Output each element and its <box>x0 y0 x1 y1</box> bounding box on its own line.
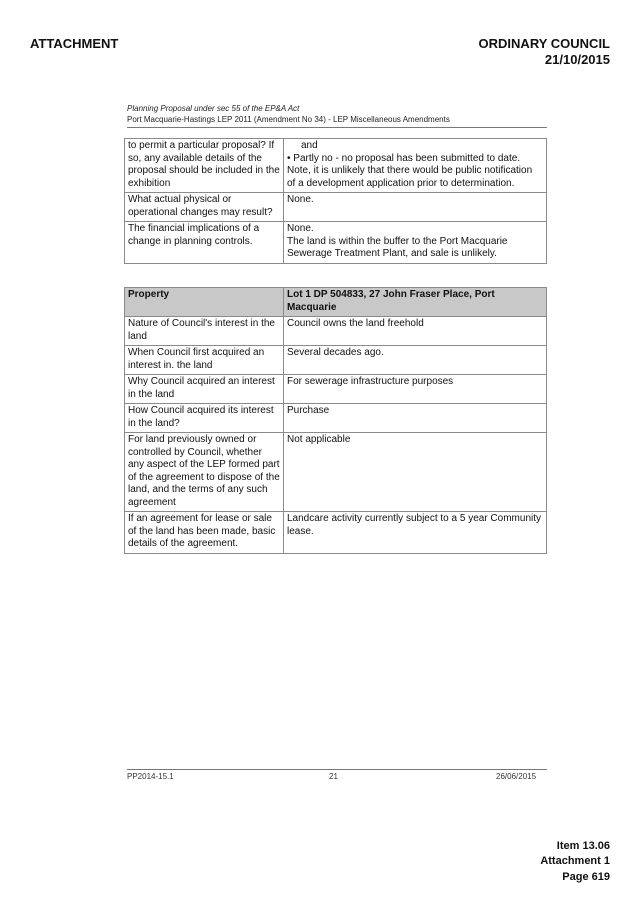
meeting-date: 21/10/2015 <box>544 52 610 67</box>
table-cell: For sewerage infrastructure purposes <box>284 375 547 404</box>
table-row <box>125 433 547 512</box>
cell-line: None. <box>287 223 314 234</box>
table-header-cell: Property <box>125 288 284 317</box>
table-cell: When Council first acquired an interest in. the land <box>125 346 284 375</box>
table-row <box>125 375 547 404</box>
table-cell: Why Council acquired an interest in the land <box>125 375 284 404</box>
cell-line: Note, it is unlikely that there would be public notification of a development application prior to determination. <box>287 165 533 189</box>
table-cell: Council owns the land freehold <box>284 317 547 346</box>
bullet-line: • Partly no - no proposal has been submitted to date. <box>287 152 521 164</box>
table-cell: Purchase <box>284 404 547 433</box>
table-cell: to permit a particular proposal? If so, any available details of the proposal should be included in the exhibition <box>125 139 284 193</box>
document-header-line2: Port Macquarie-Hastings LEP 2011 (Amendment No 34) - LEP Miscellaneous Amendments <box>127 115 450 124</box>
item-number: Item 13.06 <box>556 840 610 852</box>
footer-rule <box>127 769 547 770</box>
cell-line: The land is within the buffer to the Port Macquarie Sewerage Treatment Plant, and sale is unlikely. <box>287 235 508 259</box>
table-cell: Nature of Council's interest in the land <box>125 317 284 346</box>
attachment-number: Attachment 1 <box>540 855 610 867</box>
planning-table <box>124 138 547 264</box>
table-cell: Landcare activity currently subject to a 5 year Community lease. <box>284 512 547 554</box>
cell-line: and <box>301 140 318 151</box>
table-cell: Not applicable <box>284 433 547 512</box>
document-header-line1: Planning Proposal under sec 55 of the EP&A Act <box>127 104 300 113</box>
meeting-info <box>479 36 610 68</box>
footer-doc-id: PP2014-15.1 <box>127 772 174 781</box>
footer-date: 26/06/2015 <box>496 772 537 781</box>
meeting-title: ORDINARY COUNCIL <box>478 36 610 51</box>
attachment-reference <box>540 839 610 869</box>
table-row <box>125 193 547 222</box>
table-cell <box>284 139 547 193</box>
header-rule <box>127 127 547 128</box>
table-cell: If an agreement for lease or sale of the land has been made, basic details of the agreement. <box>125 512 284 554</box>
table-header-row <box>125 288 547 317</box>
table-row <box>125 346 547 375</box>
table-row <box>125 404 547 433</box>
table-cell: How Council acquired its interest in the land? <box>125 404 284 433</box>
table-cell: Several decades ago. <box>284 346 547 375</box>
page-number: Page 619 <box>562 871 610 883</box>
table-row <box>125 317 547 346</box>
document-header <box>127 103 547 125</box>
table-cell: The financial implications of a change in planning controls. <box>125 222 284 264</box>
table-row <box>125 512 547 554</box>
table-cell <box>284 193 547 222</box>
table-row <box>125 139 547 193</box>
cell-line: None. <box>287 194 314 205</box>
table-row <box>125 222 547 264</box>
table-cell: For land previously owned or controlled by Council, whether any aspect of the LEP formed part of the agreement to dispose of the land, and the terms of any such agreement <box>125 433 284 512</box>
attachment-label: ATTACHMENT <box>30 36 119 51</box>
table-header-cell: Lot 1 DP 504833, 27 John Fraser Place, Port Macquarie <box>284 288 547 317</box>
table-cell: What actual physical or operational changes may result? <box>125 193 284 222</box>
footer-page-number: 21 <box>329 772 338 781</box>
property-table <box>124 287 547 554</box>
table-cell <box>284 222 547 264</box>
